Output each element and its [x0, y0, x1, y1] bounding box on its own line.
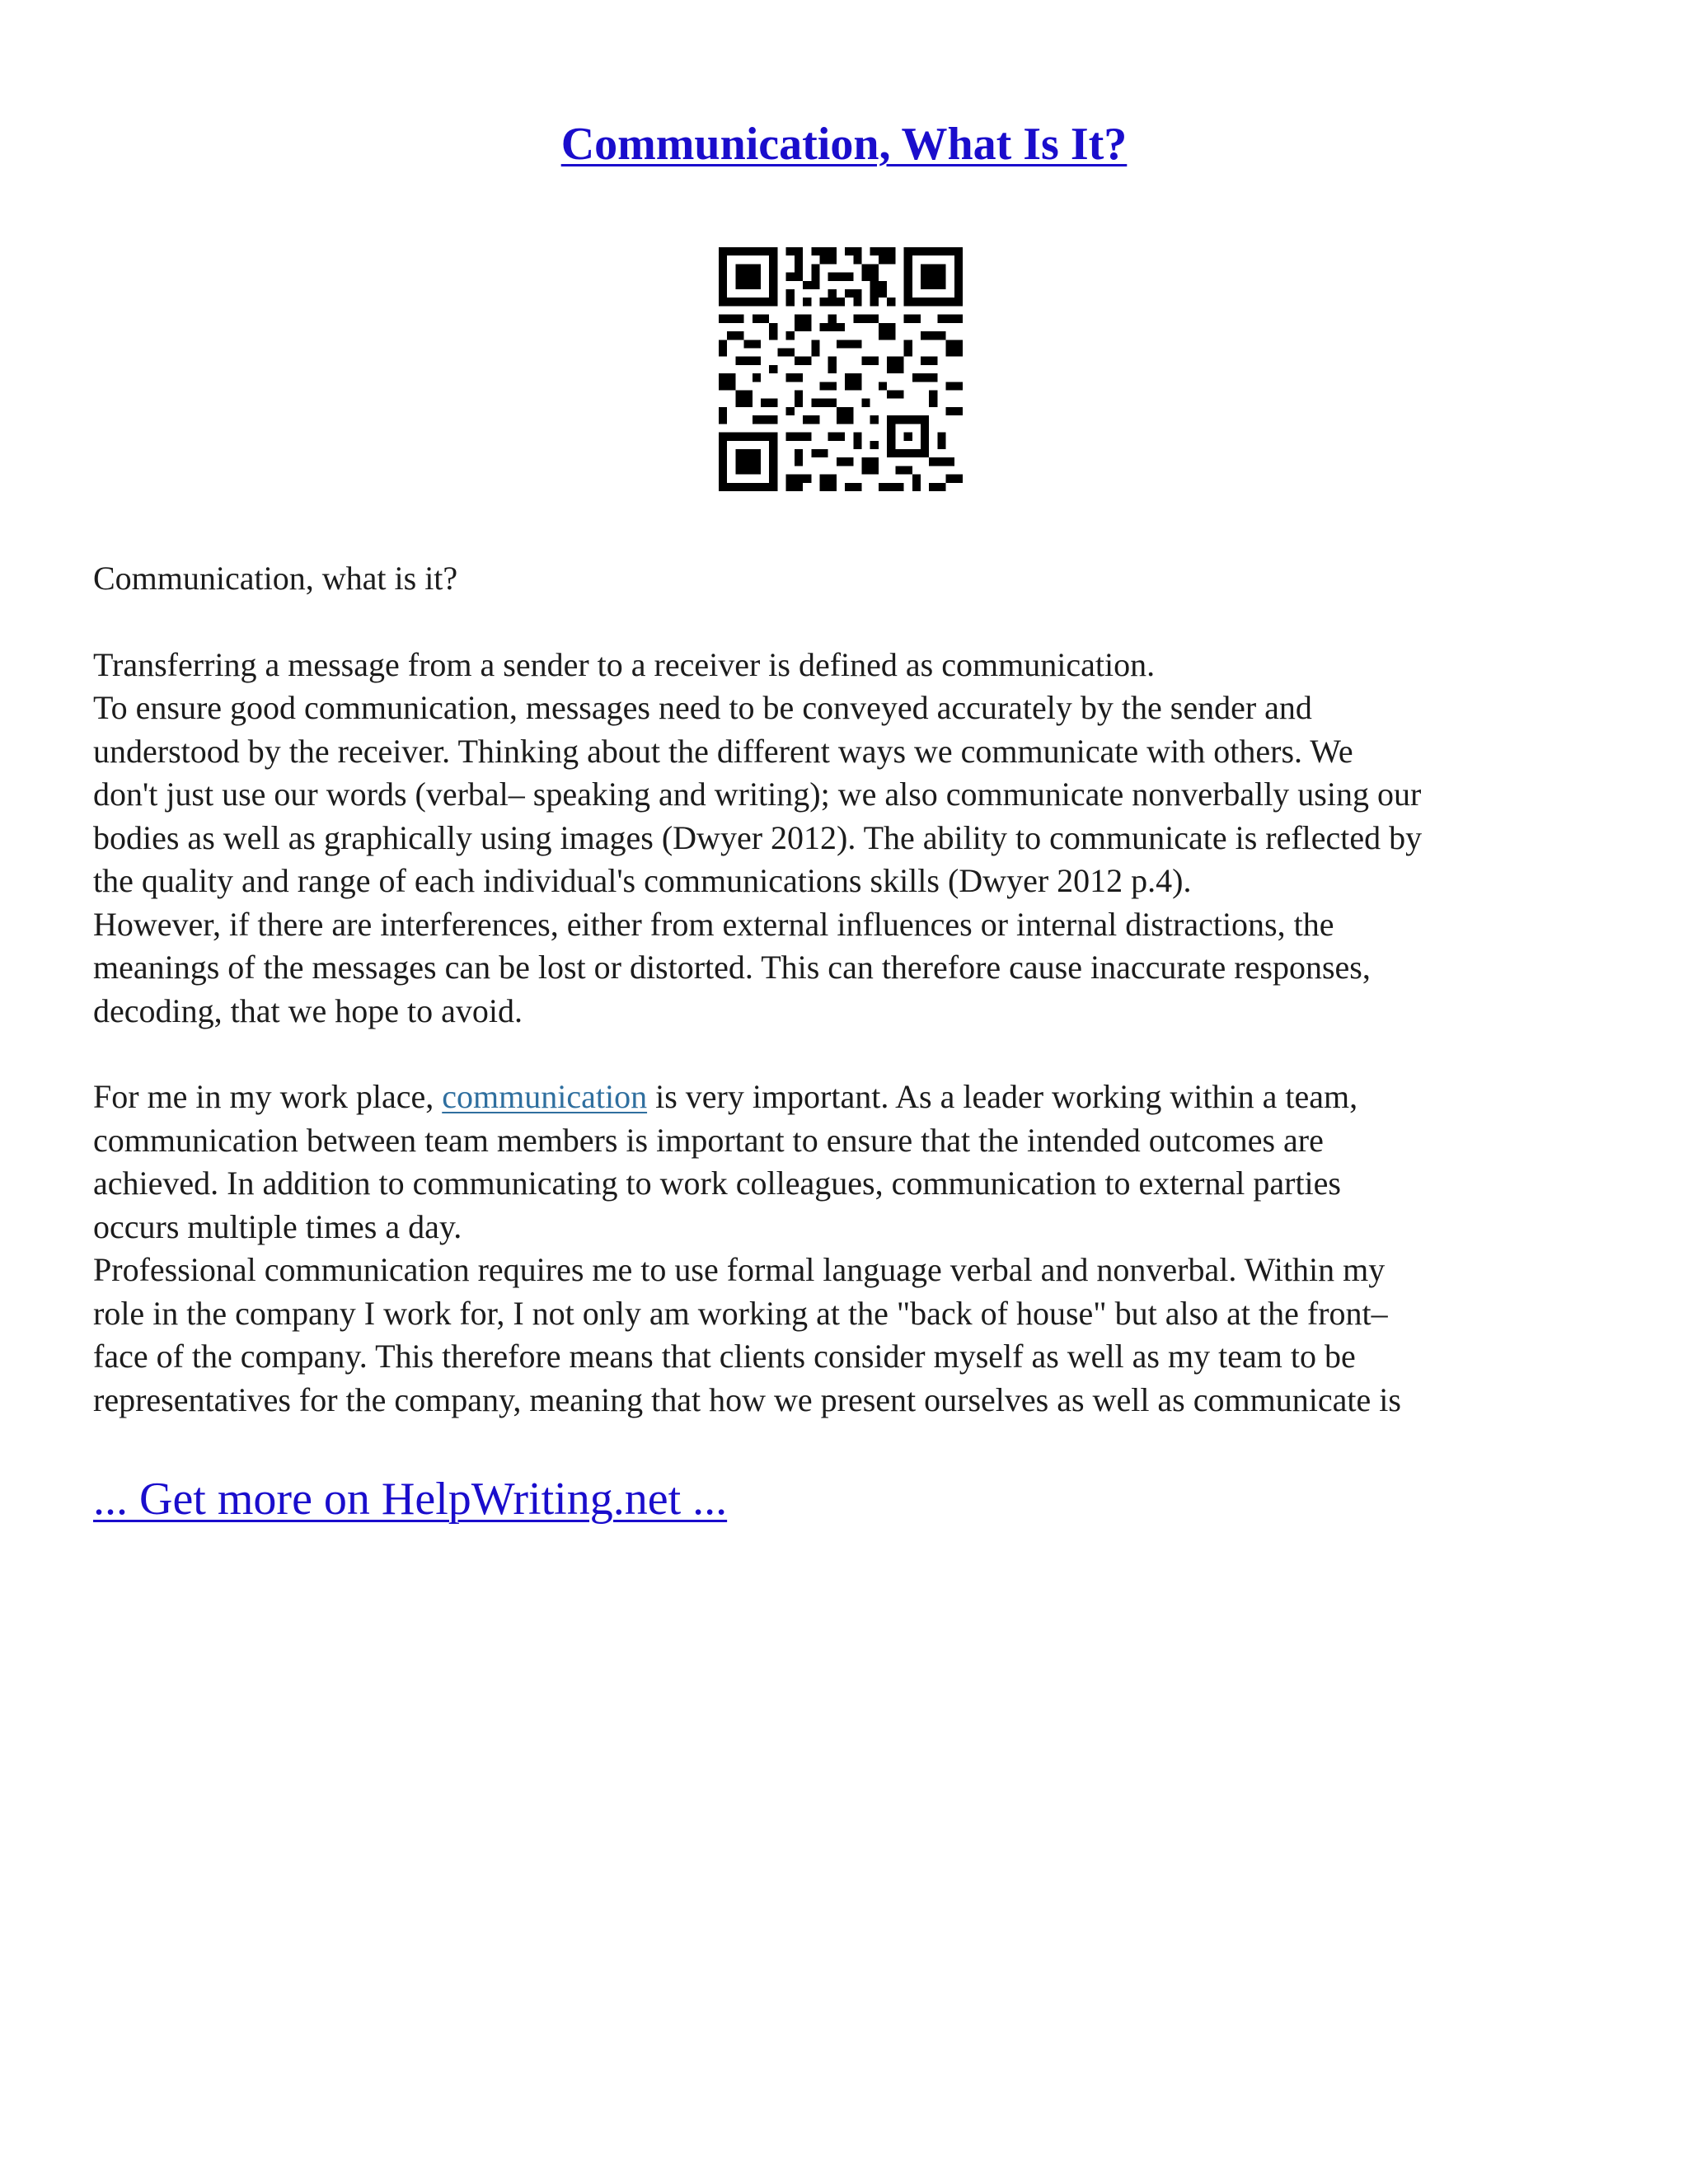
qr-code-icon [719, 247, 963, 491]
text-line: achieved. In addition to communicating to work colleagues, communication to external parties [93, 1165, 1341, 1202]
text-line: bodies as well as graphically using images (Dwyer 2012). The ability to communicate is reflected by [93, 818, 1423, 856]
page-title [0, 115, 1688, 173]
communication-link[interactable]: communication [442, 1078, 648, 1115]
text-line: However, if there are interferences, either from external influences or internal distractions, the [93, 905, 1334, 943]
qr-code-graphic [719, 247, 963, 491]
text-line: role in the company I work for, I not only am working at the "back of house" but also at the front– [93, 1294, 1388, 1332]
paragraph-spacer [93, 1033, 1601, 1076]
article-body [93, 557, 1601, 1422]
paragraph-one [93, 644, 1601, 1033]
text-line: don't just use our words (verbal– speaking and writing); we also communicate nonverbally using our [93, 776, 1422, 813]
get-more-link[interactable]: ... Get more on HelpWriting.net ... [93, 1474, 728, 1525]
text-fragment: is very important. As a leader working within a team, [647, 1078, 1358, 1115]
text-line: understood by the receiver. Thinking about the different ways we communicate with others. We [93, 732, 1353, 770]
text-line: Transferring a message from a sender to a receiver is defined as communication. [93, 645, 1156, 683]
paragraph-spacer [93, 601, 1601, 644]
text-line: communication between team members is important to ensure that the intended outcomes are [93, 1121, 1324, 1159]
text-line: occurs multiple times a day. [93, 1207, 462, 1245]
title-link[interactable]: Communication, What Is It? [560, 119, 1128, 170]
text-line: Professional communication requires me to use formal language verbal and nonverbal. Within my [93, 1251, 1386, 1288]
intro-heading-line: Communication, what is it? [93, 560, 458, 597]
text-line: To ensure good communication, messages need to be conveyed accurately by the sender and [93, 689, 1312, 726]
text-line: face of the company. This therefore means that clients consider myself as well as my team to be [93, 1338, 1356, 1375]
text-line: decoding, that we hope to avoid. [93, 991, 523, 1029]
text-line: the quality and range of each individual's communications skills (Dwyer 2012 p.4). [93, 862, 1192, 899]
text-line-with-link [93, 1076, 1601, 1119]
text-line: representatives for the company, meaning that how we present ourselves as well as communicate is [93, 1380, 1401, 1418]
text-line: meanings of the messages can be lost or distorted. This can therefore cause inaccurate responses, [93, 949, 1371, 986]
text-fragment: For me in my work place, [93, 1078, 443, 1115]
paragraph-two [93, 1076, 1601, 1422]
